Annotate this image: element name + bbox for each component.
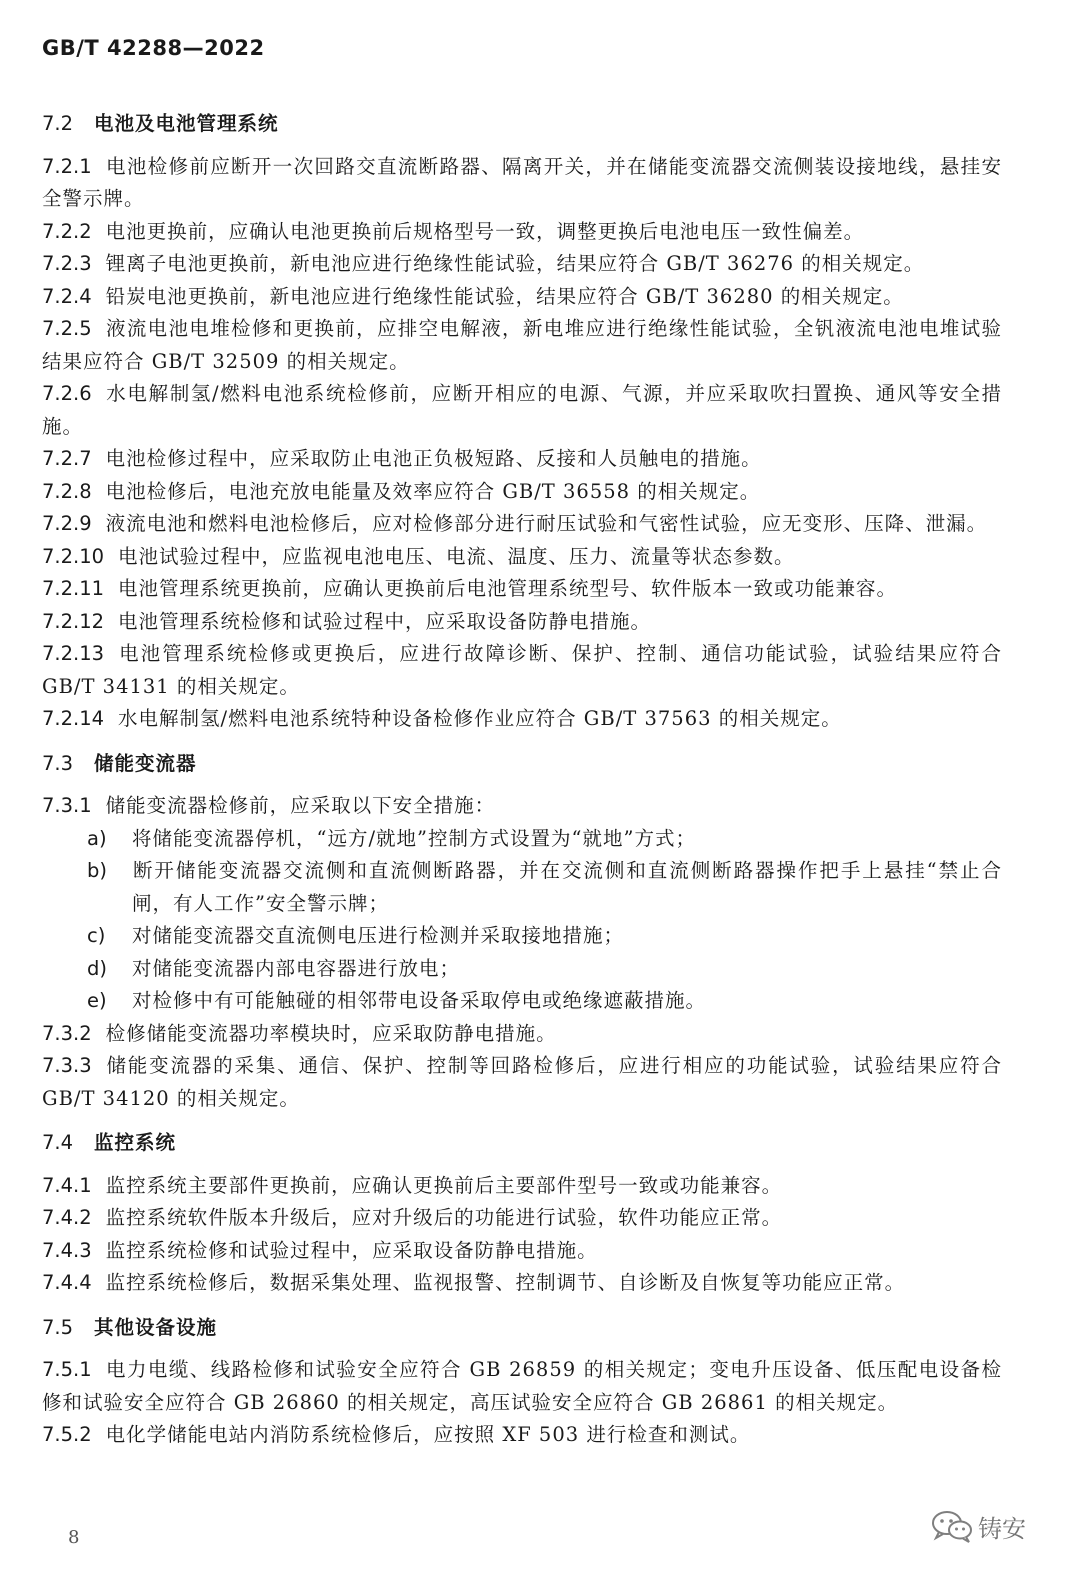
section-heading [42, 748, 1002, 781]
clause [42, 151, 1002, 216]
clause-text: 电池管理系统检修和试验过程中，应采取设备防静电措施。 [118, 609, 652, 633]
clause-number: 7.3.1 [42, 794, 92, 817]
list-item-text: 对检修中有可能触碰的相邻带电设备采取停电或绝缘遮蔽措施。 [132, 989, 707, 1012]
clause [42, 508, 1002, 541]
clause-text: 水电解制氢/燃料电池系统检修前，应断开相应的电源、气源，并应采取吹扫置换、通风等安全措施。 [42, 382, 1002, 438]
clause [42, 1354, 1002, 1419]
clause-number: 7.5.1 [42, 1358, 92, 1381]
clause [42, 1018, 1002, 1051]
clause-number: 7.2.7 [42, 447, 92, 470]
clause-number: 7.2.8 [42, 479, 92, 503]
clause-text: 铅炭电池更换前，新电池应进行绝缘性能试验，结果应符合 GB/T 36280 的相关规定。 [105, 284, 904, 308]
clause [42, 541, 1002, 574]
document-body [42, 108, 1002, 1452]
clause-number: 7.4.2 [42, 1206, 92, 1229]
list-marker: a) [87, 826, 107, 850]
clause-text: 监控系统软件版本升级后，应对升级后的功能进行试验，软件功能应正常。 [105, 1206, 783, 1229]
section-title: 储能变流器 [94, 751, 197, 775]
clause-number: 7.4.1 [42, 1173, 92, 1197]
clause [42, 703, 1002, 736]
list-item-text: 将储能变流器停机，“远方/就地”控制方式设置为“就地”方式； [132, 826, 696, 850]
clause-text: 水电解制氢/燃料电池系统特种设备检修作业应符合 GB/T 37563 的相关规定。 [118, 707, 842, 730]
clause-text: 电池更换前，应确认电池更换前后规格型号一致，调整更换后电池电压一致性偏差。 [105, 219, 865, 243]
clause-text: 液流电池电堆检修和更换前，应排空电解液，新电堆应进行绝缘性能试验，全钒液流电池电堆试验结果应符合 GB/T 32509 的相关规定。 [42, 317, 1002, 373]
clause [42, 216, 1002, 249]
list-item-text: 断开储能变流器交流侧和直流侧断路器，并在交流侧和直流侧断路器操作把手上悬挂“禁止合闸，有人工作”安全警示牌； [132, 859, 1002, 915]
watermark [930, 1508, 1026, 1544]
clause-text: 储能变流器的采集、通信、保护、控制等回路检修后，应进行相应的功能试验，试验结果应符合 GB/T 34120 的相关规定。 [42, 1054, 1002, 1110]
clause-text: 监控系统主要部件更换前，应确认更换前后主要部件型号一致或功能兼容。 [105, 1173, 783, 1197]
clause-text: 监控系统检修后，数据采集处理、监视报警、控制调节、自诊断及自恢复等功能应正常。 [105, 1271, 906, 1294]
clause-number: 7.2.12 [42, 609, 105, 633]
section-number: 7.3 [42, 751, 74, 775]
list-marker: e) [87, 989, 107, 1012]
clause [42, 638, 1002, 703]
clause-number: 7.2.3 [42, 252, 92, 275]
section-title: 电池及电池管理系统 [94, 112, 279, 135]
clause-number: 7.2.11 [42, 577, 105, 600]
clause-text: 监控系统检修和试验过程中，应采取设备防静电措施。 [105, 1238, 598, 1262]
clause-number: 7.4.4 [42, 1271, 92, 1294]
clause-text: 电化学储能电站内消防系统检修后，应按照 XF 503 进行检查和测试。 [105, 1423, 751, 1446]
clause-text: 电池检修过程中，应采取防止电池正负极短路、反接和人员触电的措施。 [105, 447, 762, 470]
list-item [42, 823, 1002, 856]
list-marker: c) [87, 924, 106, 947]
section-heading [42, 1312, 1002, 1345]
clause [42, 1202, 1002, 1235]
list-item [42, 855, 1002, 920]
clause-text: 电池检修前应断开一次回路交直流断路器、隔离开关，并在储能变流器交流侧装设接地线，悬挂安全警示牌。 [42, 154, 1002, 210]
clause-number: 7.2.9 [42, 512, 92, 535]
clause-text: 锂离子电池更换前，新电池应进行绝缘性能试验，结果应符合 GB/T 36276 的相关规定。 [105, 252, 925, 275]
clause [42, 378, 1002, 443]
wechat-icon [930, 1508, 974, 1544]
list-item-text: 对储能变流器交直流侧电压进行检测并采取接地措施； [132, 924, 625, 947]
clause-text: 电池管理系统检修或更换后，应进行故障诊断、保护、控制、通信功能试验，试验结果应符合 GB/T 34131 的相关规定。 [42, 642, 1002, 698]
clause-number: 7.2.4 [42, 284, 92, 308]
section-number: 7.4 [42, 1131, 74, 1154]
clause-text: 液流电池和燃料电池检修后，应对检修部分进行耐压试验和气密性试验，应无变形、压降、泄漏。 [105, 512, 988, 535]
clause-number: 7.2.14 [42, 707, 105, 730]
clause [42, 606, 1002, 639]
clause [42, 1419, 1002, 1452]
clause [42, 573, 1002, 606]
clause [42, 1170, 1002, 1203]
clause-number: 7.2.1 [42, 154, 92, 178]
page-number: 8 [68, 1527, 80, 1548]
clause-number: 7.2.2 [42, 219, 92, 243]
clause-text: 电池试验过程中，应监视电池电压、电流、温度、压力、流量等状态参数。 [118, 544, 795, 568]
clause-number: 7.3.2 [42, 1021, 92, 1045]
clause-number: 7.5.2 [42, 1423, 92, 1446]
clause [42, 1235, 1002, 1268]
clause-text: 电池管理系统更换前，应确认更换前后电池管理系统型号、软件版本一致或功能兼容。 [118, 577, 898, 600]
list-marker: d) [87, 956, 107, 980]
clause-number: 7.3.3 [42, 1054, 92, 1077]
clause [42, 1267, 1002, 1300]
section-number: 7.5 [42, 1315, 74, 1339]
list-item [42, 985, 1002, 1018]
section-number: 7.2 [42, 112, 74, 135]
clause [42, 443, 1002, 476]
clause-number: 7.4.3 [42, 1238, 92, 1262]
list-item [42, 920, 1002, 953]
clause-text: 储能变流器检修前，应采取以下安全措施： [105, 794, 496, 817]
section-title: 其他设备设施 [94, 1315, 218, 1339]
clause [42, 1050, 1002, 1115]
section-title: 监控系统 [94, 1131, 177, 1154]
clause-text: 检修储能变流器功率模块时，应采取防静电措施。 [105, 1021, 557, 1045]
section-heading [42, 1127, 1002, 1160]
section-heading [42, 108, 1002, 141]
clause [42, 248, 1002, 281]
list-item [42, 953, 1002, 986]
clause [42, 313, 1002, 378]
clause [42, 281, 1002, 314]
list-item-text: 对储能变流器内部电容器进行放电； [132, 956, 461, 980]
clause-text: 电池检修后，电池充放电能量及效率应符合 GB/T 36558 的相关规定。 [105, 479, 761, 503]
clause-text: 电力电缆、线路检修和试验安全应符合 GB 26859 的相关规定；变电升压设备、低压配电设备检修和试验安全应符合 GB 26860 的相关规定，高压试验安全应符合 GB 26861 的相关规定。 [42, 1358, 1002, 1414]
clause-number: 7.2.6 [42, 382, 92, 405]
list-marker: b) [87, 859, 107, 882]
clause-number: 7.2.5 [42, 317, 92, 340]
clause [42, 790, 1002, 823]
clause-number: 7.2.10 [42, 544, 105, 568]
clause-number: 7.2.13 [42, 642, 105, 665]
clause [42, 476, 1002, 509]
watermark-text: 铸安 [978, 1514, 1026, 1543]
standard-number: GB/T 42288—2022 [42, 36, 265, 60]
